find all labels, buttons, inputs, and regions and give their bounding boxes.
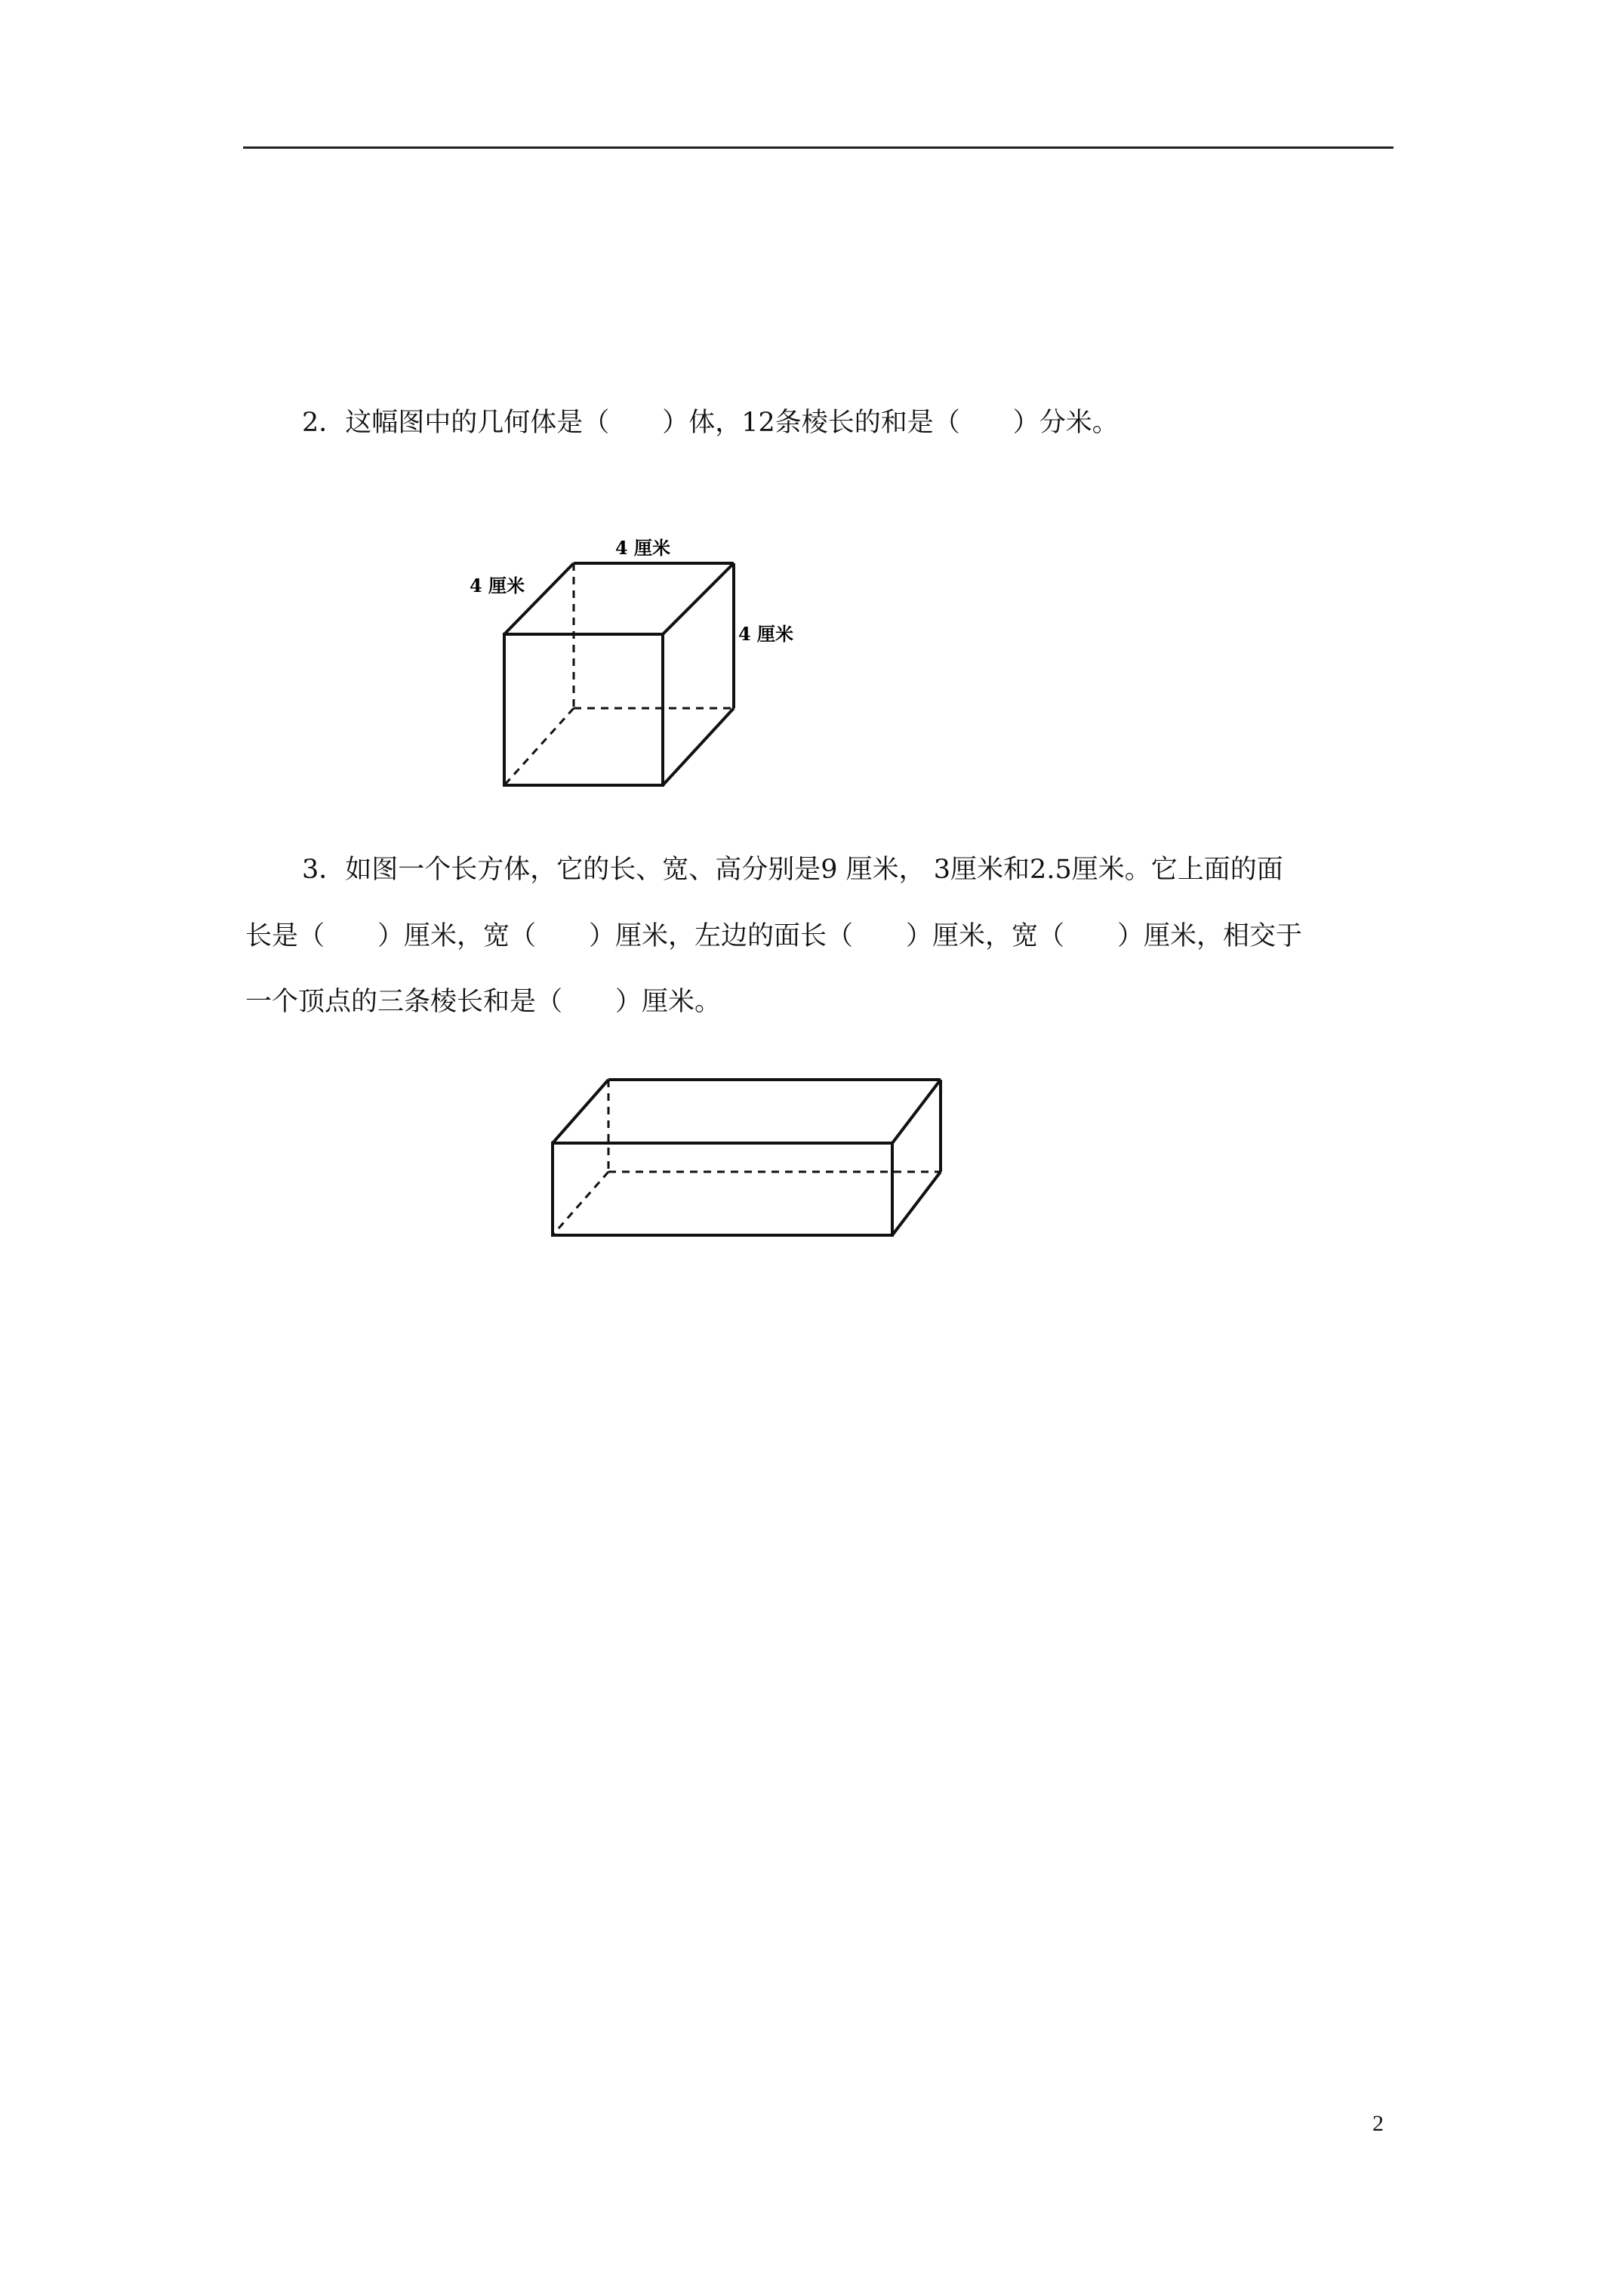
cuboid-top-left-edge bbox=[553, 1080, 608, 1143]
cube-label-top: 4 厘米 bbox=[615, 537, 671, 559]
cube-figure bbox=[453, 529, 815, 793]
cube-hidden-bottom-left bbox=[504, 708, 574, 785]
cube-top-right-edge bbox=[663, 563, 734, 634]
cuboid-bottom-right-edge bbox=[892, 1172, 941, 1235]
cuboid-figure bbox=[536, 1065, 959, 1246]
question-3-line-2: 长是（ ）厘米，宽（ ）厘米，左边的面长（ ）厘米，宽（ ）厘米，相交于 bbox=[245, 921, 1303, 951]
cube-label-right: 4 厘米 bbox=[738, 623, 794, 645]
question-2-text: 2．这幅图中的几何体是（ ）体，12条棱长的和是（ ）分米。 bbox=[302, 408, 1119, 438]
header-rule bbox=[243, 146, 1394, 149]
cube-bottom-right-edge bbox=[663, 708, 734, 785]
cube-front-face bbox=[504, 634, 663, 785]
cube-label-left: 4 厘米 bbox=[470, 575, 525, 596]
cuboid-front-face bbox=[553, 1143, 892, 1235]
cuboid-hidden-bottom-left bbox=[553, 1172, 608, 1235]
question-3-line-3: 一个顶点的三条棱长和是（ ）厘米。 bbox=[245, 987, 722, 1017]
page-number: 2 bbox=[1372, 2111, 1384, 2136]
question-3-line-1: 3．如图一个长方体，它的长、宽、高分别是9 厘米， 3厘米和2.5厘米。它上面的面 bbox=[302, 855, 1283, 885]
cuboid-top-right-edge bbox=[892, 1080, 941, 1143]
